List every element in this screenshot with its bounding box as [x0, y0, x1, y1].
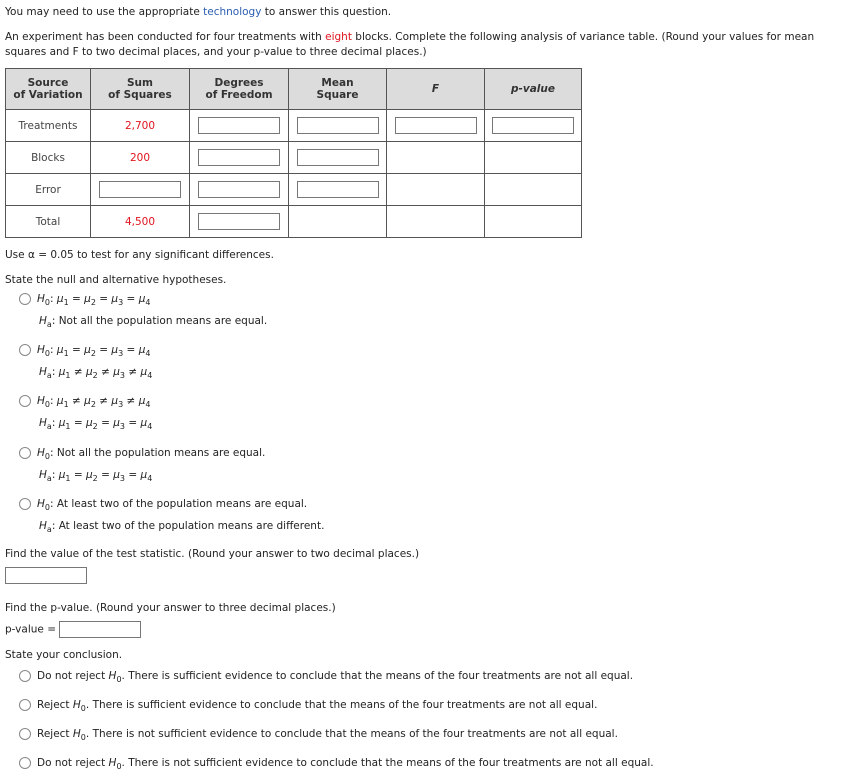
intro-line-1: [5, 5, 853, 20]
ms-treatments-input[interactable]: [297, 117, 379, 134]
hypothesis-option[interactable]: [19, 290, 853, 334]
radio-button[interactable]: [19, 498, 31, 510]
conclusion-option[interactable]: [19, 725, 853, 747]
f-treatments-input[interactable]: [395, 117, 477, 134]
conclusion-text: Do not reject $H_0$. There is not sufficient evidence to conclude that the means of the four treatments are not all equal.: [37, 757, 654, 772]
header-ss: Sum of Squares: [91, 69, 190, 110]
header-ms: Mean Square: [289, 69, 387, 110]
row-source: Blocks: [6, 142, 91, 174]
intro-text-end: to answer this question.: [261, 6, 392, 18]
df-total-input[interactable]: [198, 213, 280, 230]
radio-button[interactable]: [19, 293, 31, 305]
row-ss: 200: [91, 142, 190, 174]
conclusion-text: Reject $H_0$. There is not sufficient evidence to conclude that the means of the four treatments are not all equal.: [37, 728, 618, 743]
df-error-input[interactable]: [198, 181, 280, 198]
df-treatments-input[interactable]: [198, 117, 280, 134]
hypothesis-option[interactable]: [19, 444, 853, 488]
pvalue-label: p-value =: [5, 623, 56, 636]
table-row-blocks: [6, 142, 582, 174]
radio-button[interactable]: [19, 699, 31, 711]
alternative-hypothesis: $H_a$: Not all the population means are equal.: [39, 315, 268, 330]
radio-button[interactable]: [19, 447, 31, 459]
hypotheses-prompt: State the null and alternative hypotheses.: [5, 274, 227, 286]
radio-button[interactable]: [19, 344, 31, 356]
hypothesis-option[interactable]: [19, 392, 853, 436]
conclusion-option[interactable]: [19, 696, 853, 718]
null-hypothesis: $H_0$: $\mu_1 = \mu_2 = \mu_3 = \mu_4$: [37, 293, 151, 308]
row-ss: 2,700: [91, 110, 190, 142]
alternative-hypothesis: $H_a$: $\mu_1 = \mu_2 = \mu_3 = \mu_4$: [39, 417, 153, 432]
null-hypothesis: $H_0$: $\mu_1 \ne \mu_2 \ne \mu_3 \ne \mu_4$: [37, 395, 151, 410]
null-hypothesis: $H_0$: At least two of the population means are equal.: [37, 497, 308, 512]
table-row-total: [6, 206, 582, 238]
pvalue-prompt: Find the p-value. (Round your answer to three decimal places.): [5, 601, 336, 614]
intro2-text-end: blocks. Complete the following analysis of variance table. (Round your values for mean: [351, 31, 815, 43]
conclusion-prompt: State your conclusion.: [5, 648, 123, 661]
intro-line-2: [5, 30, 853, 45]
test-stat-input[interactable]: [5, 567, 87, 584]
radio-button[interactable]: [19, 670, 31, 682]
alternative-hypothesis: $H_a$: $\mu_1 = \mu_2 = \mu_3 = \mu_4$: [39, 468, 153, 483]
header-source: Source of Variation: [6, 69, 91, 110]
df-blocks-input[interactable]: [198, 149, 280, 166]
row-source: Error: [6, 174, 91, 206]
intro2-text: An experiment has been conducted for four treatments with: [5, 31, 326, 43]
hypothesis-option[interactable]: [19, 341, 853, 385]
alternative-hypothesis: $H_a$: At least two of the population means are different.: [39, 519, 325, 534]
test-stat-prompt: Find the value of the test statistic. (Round your answer to two decimal places.): [5, 547, 420, 560]
hypotheses-options: [5, 290, 853, 539]
table-row-treatments: [6, 110, 582, 142]
header-f: F: [387, 69, 485, 110]
pvalue-treatments-input[interactable]: [492, 117, 574, 134]
technology-link[interactable]: technology: [203, 6, 262, 18]
conclusion-text: Do not reject $H_0$. There is sufficient evidence to conclude that the means of the four treatments are not all equal.: [37, 669, 634, 685]
pvalue-row: [5, 621, 853, 638]
pvalue-input[interactable]: [59, 621, 141, 638]
conclusion-text: Reject $H_0$. There is sufficient evidence to conclude that the means of the four treatments are not all equal.: [37, 699, 598, 714]
row-source: Total: [6, 206, 91, 238]
anova-table: [5, 68, 582, 238]
radio-button[interactable]: [19, 728, 31, 740]
table-header-row: [6, 69, 582, 110]
row-source: Treatments: [6, 110, 91, 142]
hypothesis-option[interactable]: [19, 495, 853, 539]
conclusion-option[interactable]: [19, 667, 853, 689]
intro-text: You may need to use the appropriate: [5, 6, 204, 18]
alternative-hypothesis: $H_a$: $\mu_1 \ne \mu_2 \ne \mu_3 \ne \mu_4$: [39, 366, 153, 381]
conclusion-option[interactable]: [19, 754, 853, 776]
radio-button[interactable]: [19, 757, 31, 769]
intro-line-3: squares and F to two decimal places, and your p-value to three decimal places.): [5, 46, 427, 58]
radio-button[interactable]: [19, 395, 31, 407]
row-ss: 4,500: [91, 206, 190, 238]
ss-error-input[interactable]: [99, 181, 181, 198]
conclusion-options: [5, 667, 853, 776]
alpha-text: Use α = 0.05 to test for any significant differences.: [5, 249, 274, 261]
null-hypothesis: $H_0$: Not all the population means are equal.: [37, 446, 266, 461]
ms-error-input[interactable]: [297, 181, 379, 198]
ms-blocks-input[interactable]: [297, 149, 379, 166]
header-df: Degrees of Freedom: [190, 69, 289, 110]
null-hypothesis: $H_0$: $\mu_1 = \mu_2 = \mu_3 = \mu_4$: [37, 344, 151, 359]
table-row-error: [6, 174, 582, 206]
header-pvalue: p-value: [485, 69, 582, 110]
blocks-count: eight: [325, 31, 352, 43]
